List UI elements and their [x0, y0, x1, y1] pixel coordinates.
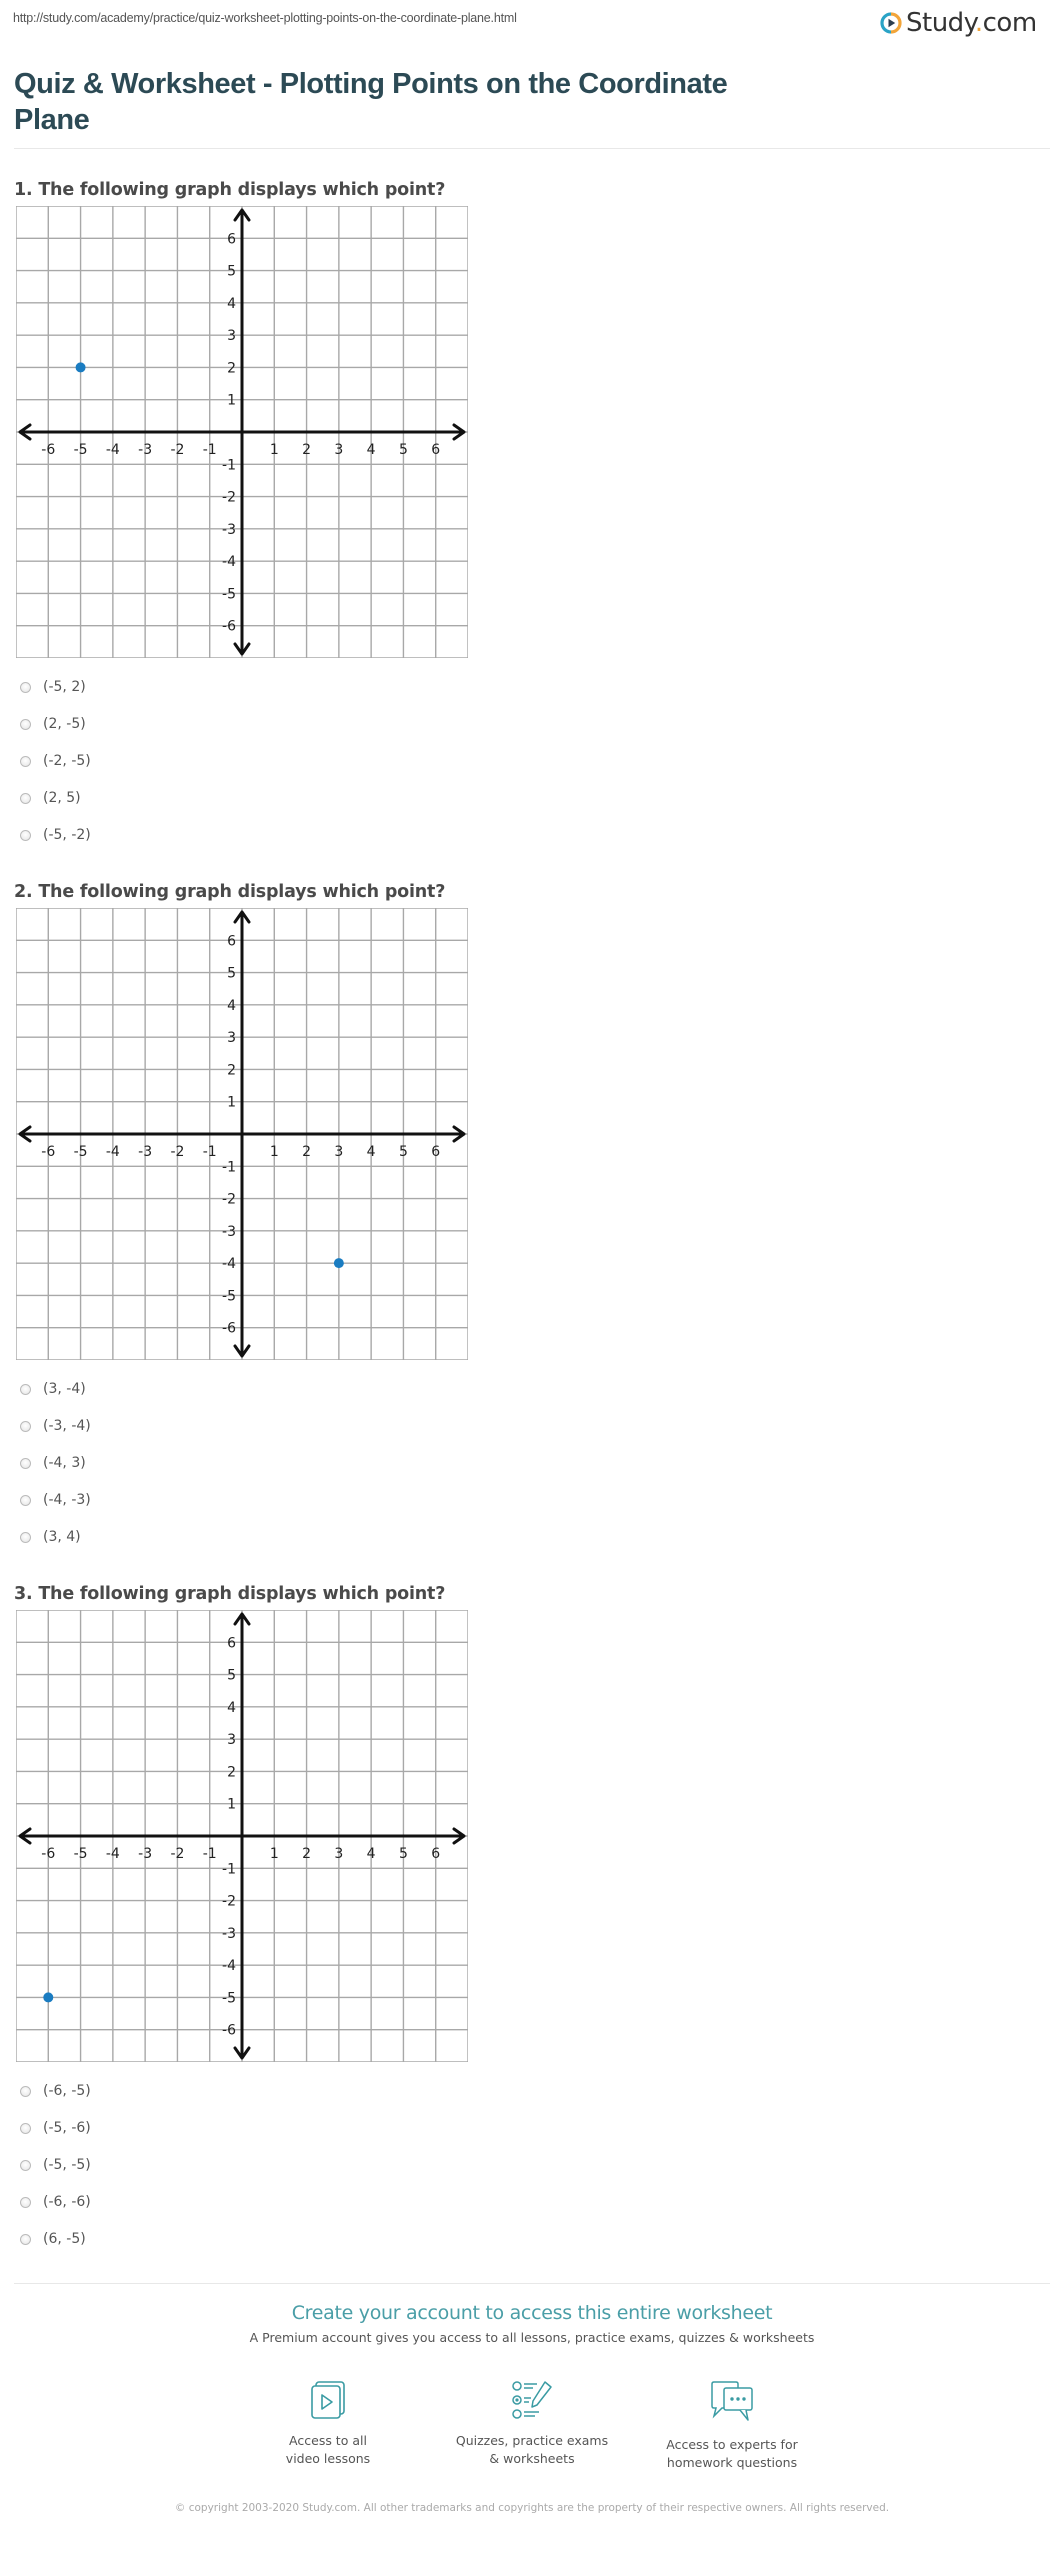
svg-text:-4: -4 [105, 1846, 120, 1862]
axes [20, 1614, 464, 2058]
logo-dot: . [974, 8, 983, 38]
svg-text:-1: -1 [222, 1159, 236, 1176]
svg-text:2: 2 [302, 442, 312, 458]
feature-line: Quizzes, practice exams [455, 2433, 609, 2448]
question-2-option-2[interactable] [20, 1416, 91, 1436]
svg-text:3: 3 [227, 328, 236, 345]
svg-text:-3: -3 [222, 1925, 236, 1942]
svg-text:-2: -2 [170, 1144, 185, 1160]
plotted-point [334, 1258, 344, 1268]
svg-text:5: 5 [398, 1144, 408, 1160]
svg-text:-6: -6 [222, 618, 236, 635]
option-label: (-4, -3) [43, 1492, 91, 1508]
feature-video-lessons [228, 2380, 428, 2468]
question-1-option-4[interactable] [20, 788, 81, 808]
radio-button[interactable] [20, 1495, 31, 1506]
radio-button[interactable] [20, 1421, 31, 1432]
radio-button[interactable] [20, 2123, 31, 2134]
radio-button[interactable] [20, 1532, 31, 1543]
option-label: (-6, -5) [43, 2083, 91, 2099]
feature-line: & worksheets [489, 2451, 575, 2466]
copyright-text: © copyright 2003-2020 Study.com. All other trademarks and copyrights are the property of their respective owners. All rights reserved. [174, 2502, 890, 2514]
plotted-point [76, 362, 86, 372]
svg-text:-4: -4 [222, 554, 236, 571]
svg-text:4: 4 [227, 295, 236, 312]
study-logo[interactable] [880, 6, 1037, 40]
option-label: (-3, -4) [43, 1418, 91, 1434]
svg-text:5: 5 [398, 442, 408, 458]
question-1-option-2[interactable] [20, 714, 86, 734]
radio-button[interactable] [20, 719, 31, 730]
chat-bubbles-icon [710, 2380, 754, 2424]
page-title: Quiz & Worksheet - Plotting Points on the Coordinate Plane [14, 68, 728, 136]
axes [20, 912, 464, 1356]
feature-line: Access to all [289, 2433, 367, 2448]
svg-text:5: 5 [227, 1667, 236, 1684]
svg-text:1: 1 [269, 442, 279, 458]
svg-text:2: 2 [227, 1764, 236, 1781]
option-label: (-5, -2) [43, 827, 91, 843]
cta-title[interactable]: Create your account to access this entire worksheet [291, 2302, 773, 2324]
radio-button[interactable] [20, 2160, 31, 2171]
question-2-option-4[interactable] [20, 1490, 91, 1510]
play-circle-icon [880, 12, 902, 34]
svg-text:-2: -2 [222, 1191, 236, 1208]
svg-text:-2: -2 [222, 1893, 236, 1910]
question-3-option-4[interactable] [20, 2192, 91, 2212]
svg-text:-6: -6 [41, 1144, 56, 1160]
svg-text:-3: -3 [138, 1144, 153, 1160]
svg-text:-6: -6 [222, 2022, 236, 2039]
divider [14, 148, 1050, 149]
svg-text:-5: -5 [73, 1846, 88, 1862]
svg-text:6: 6 [431, 1144, 441, 1160]
option-label: (-5, -6) [43, 2120, 91, 2136]
svg-text:3: 3 [334, 1144, 344, 1160]
svg-text:-2: -2 [170, 1846, 185, 1862]
svg-text:4: 4 [227, 997, 236, 1014]
svg-text:-6: -6 [41, 1846, 56, 1862]
svg-text:1: 1 [227, 1094, 236, 1111]
feature-quizzes [432, 2380, 632, 2468]
question-3-option-3[interactable] [20, 2155, 91, 2175]
question-1-option-1[interactable] [20, 677, 86, 697]
svg-text:6: 6 [227, 231, 236, 248]
svg-text:5: 5 [398, 1846, 408, 1862]
svg-text:1: 1 [269, 1846, 279, 1862]
svg-text:2: 2 [302, 1144, 312, 1160]
svg-text:5: 5 [227, 965, 236, 982]
logo-com: com [982, 8, 1037, 38]
svg-text:4: 4 [227, 1699, 236, 1716]
svg-text:2: 2 [302, 1846, 312, 1862]
svg-text:-3: -3 [222, 1223, 236, 1240]
option-label: (2, -5) [43, 716, 86, 732]
svg-text:3: 3 [334, 1846, 344, 1862]
svg-text:-3: -3 [222, 521, 236, 538]
option-label: (-2, -5) [43, 753, 91, 769]
svg-text:3: 3 [227, 1030, 236, 1047]
svg-text:3: 3 [334, 442, 344, 458]
svg-text:6: 6 [227, 1635, 236, 1652]
svg-text:-2: -2 [170, 442, 185, 458]
question-2-option-5[interactable] [20, 1527, 81, 1547]
svg-text:2: 2 [227, 360, 236, 377]
option-label: (6, -5) [43, 2231, 86, 2247]
svg-text:-4: -4 [105, 1144, 120, 1160]
svg-text:-4: -4 [222, 1958, 236, 1975]
plotted-point [43, 1992, 53, 2002]
svg-text:4: 4 [366, 1144, 376, 1160]
svg-text:6: 6 [431, 1846, 441, 1862]
radio-button[interactable] [20, 1384, 31, 1395]
svg-text:-1: -1 [202, 1144, 217, 1160]
page-url: http://study.com/academy/practice/quiz-worksheet-plotting-points-on-the-coordinate-plane.html [13, 11, 517, 25]
axes [20, 210, 464, 654]
question-2-option-3[interactable] [20, 1453, 86, 1473]
radio-button[interactable] [20, 2197, 31, 2208]
radio-button[interactable] [20, 2234, 31, 2245]
svg-text:1: 1 [227, 392, 236, 409]
feature-experts [632, 2380, 832, 2472]
svg-text:-4: -4 [105, 442, 120, 458]
svg-text:2: 2 [227, 1062, 236, 1079]
svg-text:-6: -6 [41, 442, 56, 458]
radio-button[interactable] [20, 2086, 31, 2097]
feature-line: Access to experts for [666, 2437, 798, 2452]
svg-text:-5: -5 [222, 1990, 236, 2007]
cta-divider [14, 2283, 1050, 2284]
radio-button[interactable] [20, 756, 31, 767]
svg-text:1: 1 [269, 1144, 279, 1160]
option-label: (-5, -5) [43, 2157, 91, 2173]
svg-text:-2: -2 [222, 489, 236, 506]
svg-text:1: 1 [227, 1796, 236, 1813]
radio-button[interactable] [20, 682, 31, 693]
svg-text:-5: -5 [73, 1144, 88, 1160]
svg-text:-1: -1 [222, 1861, 236, 1878]
cta-subtitle: A Premium account gives you access to all lessons, practice exams, quizzes & worksheets [249, 2330, 815, 2345]
quiz-checklist-icon [511, 2380, 553, 2420]
question-2-graph [16, 908, 468, 1360]
question-3-option-5[interactable] [20, 2229, 86, 2249]
question-1-option-5[interactable] [20, 825, 91, 845]
option-label: (-4, 3) [43, 1455, 86, 1471]
svg-text:-5: -5 [222, 1288, 236, 1305]
option-label: (2, 5) [43, 790, 81, 806]
question-3-option-1[interactable] [20, 2081, 91, 2101]
svg-text:-5: -5 [222, 586, 236, 603]
feature-line: video lessons [285, 2451, 371, 2466]
question-2-heading: 2. The following graph displays which point? [14, 882, 446, 902]
question-3-option-2[interactable] [20, 2118, 91, 2138]
svg-text:-1: -1 [202, 442, 217, 458]
svg-text:4: 4 [366, 442, 376, 458]
logo-wordmark [906, 8, 1037, 38]
svg-text:5: 5 [227, 263, 236, 280]
option-label: (3, 4) [43, 1529, 81, 1545]
radio-button[interactable] [20, 793, 31, 804]
logo-study: Study [906, 8, 975, 38]
question-1-graph [16, 206, 468, 658]
question-3-heading: 3. The following graph displays which point? [14, 1584, 446, 1604]
svg-text:6: 6 [431, 442, 441, 458]
question-3-graph [16, 1610, 468, 2062]
video-lessons-icon [310, 2380, 346, 2420]
svg-text:3: 3 [227, 1732, 236, 1749]
svg-text:6: 6 [227, 933, 236, 950]
option-label: (-5, 2) [43, 679, 86, 695]
question-1-heading: 1. The following graph displays which point? [14, 180, 446, 200]
svg-text:-5: -5 [73, 442, 88, 458]
svg-text:4: 4 [366, 1846, 376, 1862]
svg-text:-1: -1 [222, 457, 236, 474]
option-label: (3, -4) [43, 1381, 86, 1397]
svg-text:-4: -4 [222, 1256, 236, 1273]
svg-text:-3: -3 [138, 442, 153, 458]
question-2-option-1[interactable] [20, 1379, 86, 1399]
svg-text:-3: -3 [138, 1846, 153, 1862]
svg-text:-1: -1 [202, 1846, 217, 1862]
feature-line: homework questions [666, 2455, 798, 2470]
question-1-option-3[interactable] [20, 751, 91, 771]
radio-button[interactable] [20, 1458, 31, 1469]
option-label: (-6, -6) [43, 2194, 91, 2210]
svg-text:-6: -6 [222, 1320, 236, 1337]
radio-button[interactable] [20, 830, 31, 841]
